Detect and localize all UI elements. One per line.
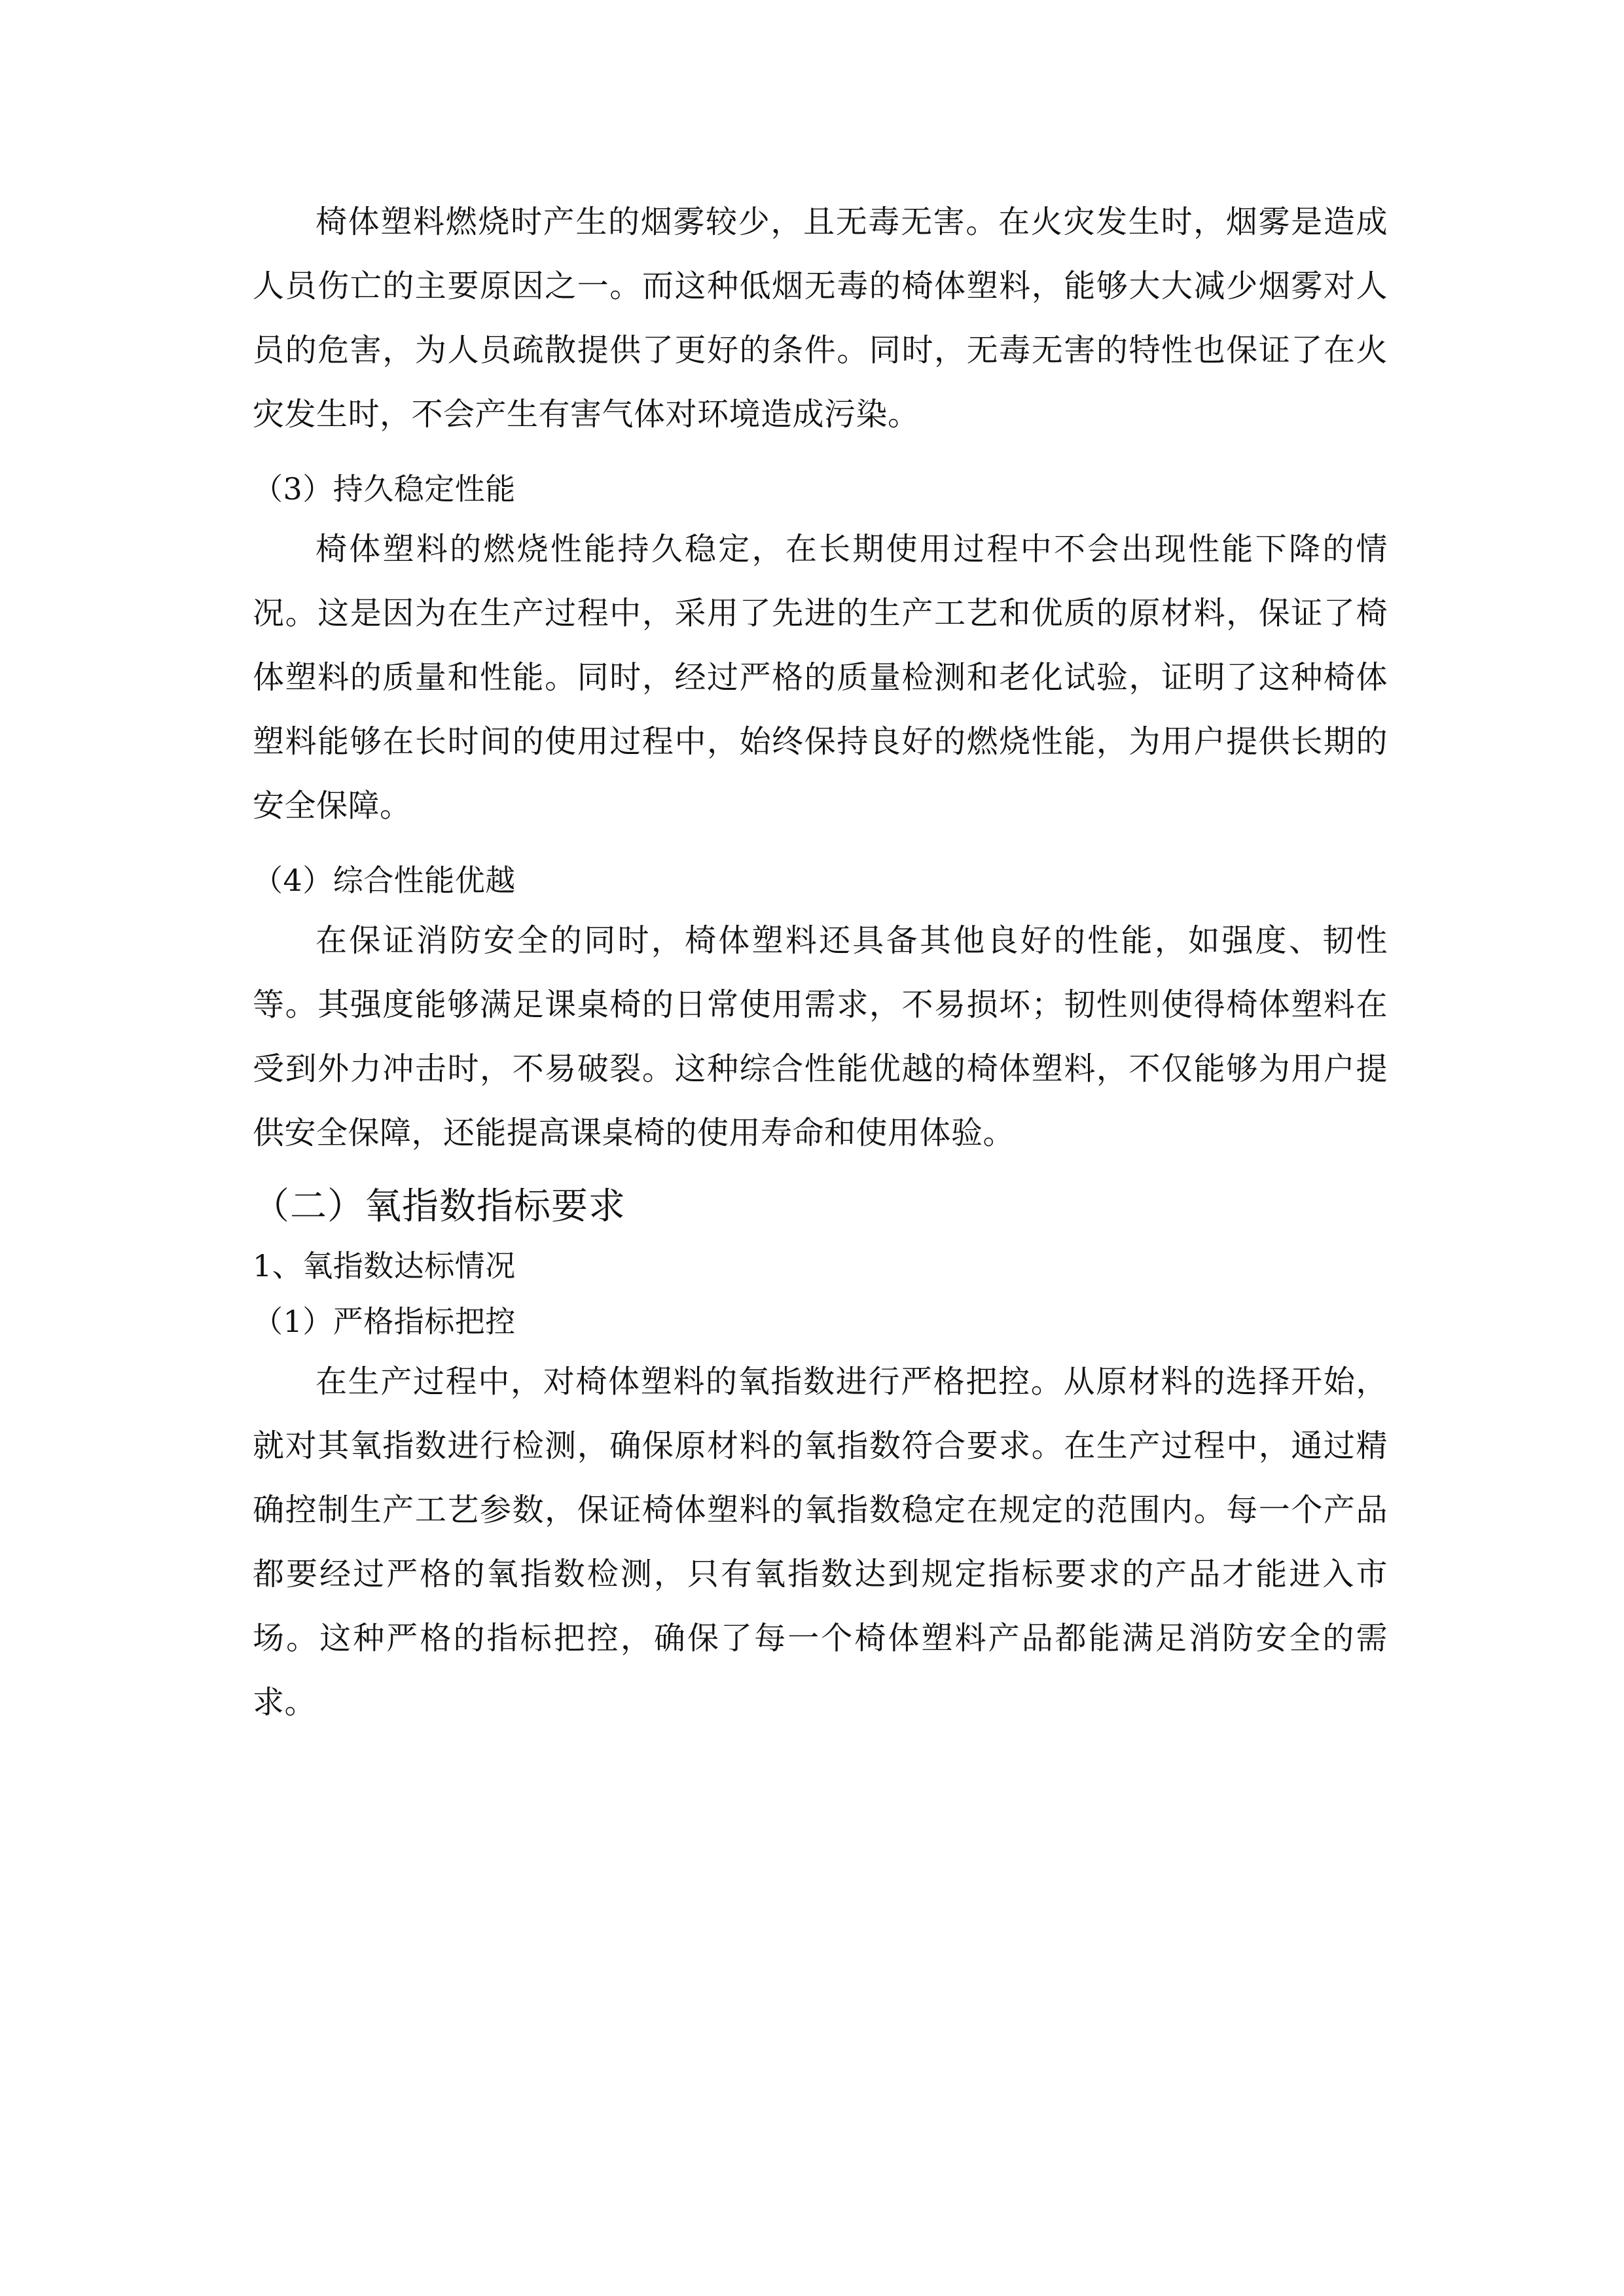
paragraph-strict-control: 在生产过程中，对椅体塑料的氧指数进行严格把控。从原材料的选择开始，就对其氧指数进行检测，确保原材料的氧指数符合要求。在生产过程中，通过精确控制生产工艺参数，保证椅体塑料的氧指数稳定在规定的范围内。每一个产品都要经过严格的氧指数检测，只有氧指数达到规定指标要求的产品才能进入市场。这种严格的指标把控，确保了每一个椅体塑料产品都能满足消防安全的需求。 (253, 1363, 1388, 1721)
subheading-durable-stability: （3）持久稳定性能 (253, 471, 516, 507)
subheading-strict-control: （1）严格指标把控 (253, 1304, 516, 1339)
document-body (253, 190, 1388, 1734)
paragraph-overall-performance: 在保证消防安全的同时，椅体塑料还具备其他良好的性能，如强度、韧性等。其强度能够满足课桌椅的日常使用需求，不易损坏；韧性则使得椅体塑料在受到外力冲击时，不易破裂。这种综合性能优越的椅体塑料，不仅能够为用户提供安全保障，还能提高课桌椅的使用寿命和使用体验。 (253, 922, 1388, 1151)
paragraph-durable-stability: 椅体塑料的燃烧性能持久稳定，在长期使用过程中不会出现性能下降的情况。这是因为在生产过程中，采用了先进的生产工艺和优质的原材料，保证了椅体塑料的质量和性能。同时，经过严格的质量检测和老化试验，证明了这种椅体塑料能够在长时间的使用过程中，始终保持良好的燃烧性能，为用户提供长期的安全保障。 (253, 531, 1388, 824)
section-heading-oxygen-index: （二）氧指数指标要求 (253, 1185, 626, 1228)
subheading-overall-performance: （4）综合性能优越 (253, 863, 516, 898)
item-heading-oxygen-index-compliance: 1、氧指数达标情况 (253, 1248, 516, 1283)
paragraph-smoke-toxicity: 椅体塑料燃烧时产生的烟雾较少，且无毒无害。在火灾发生时，烟雾是造成人员伤亡的主要原因之一。而这种低烟无毒的椅体塑料，能够大大减少烟雾对人员的危害，为人员疏散提供了更好的条件。同时，无毒无害的特性也保证了在火灾发生时，不会产生有害气体对环境造成污染。 (253, 204, 1388, 433)
